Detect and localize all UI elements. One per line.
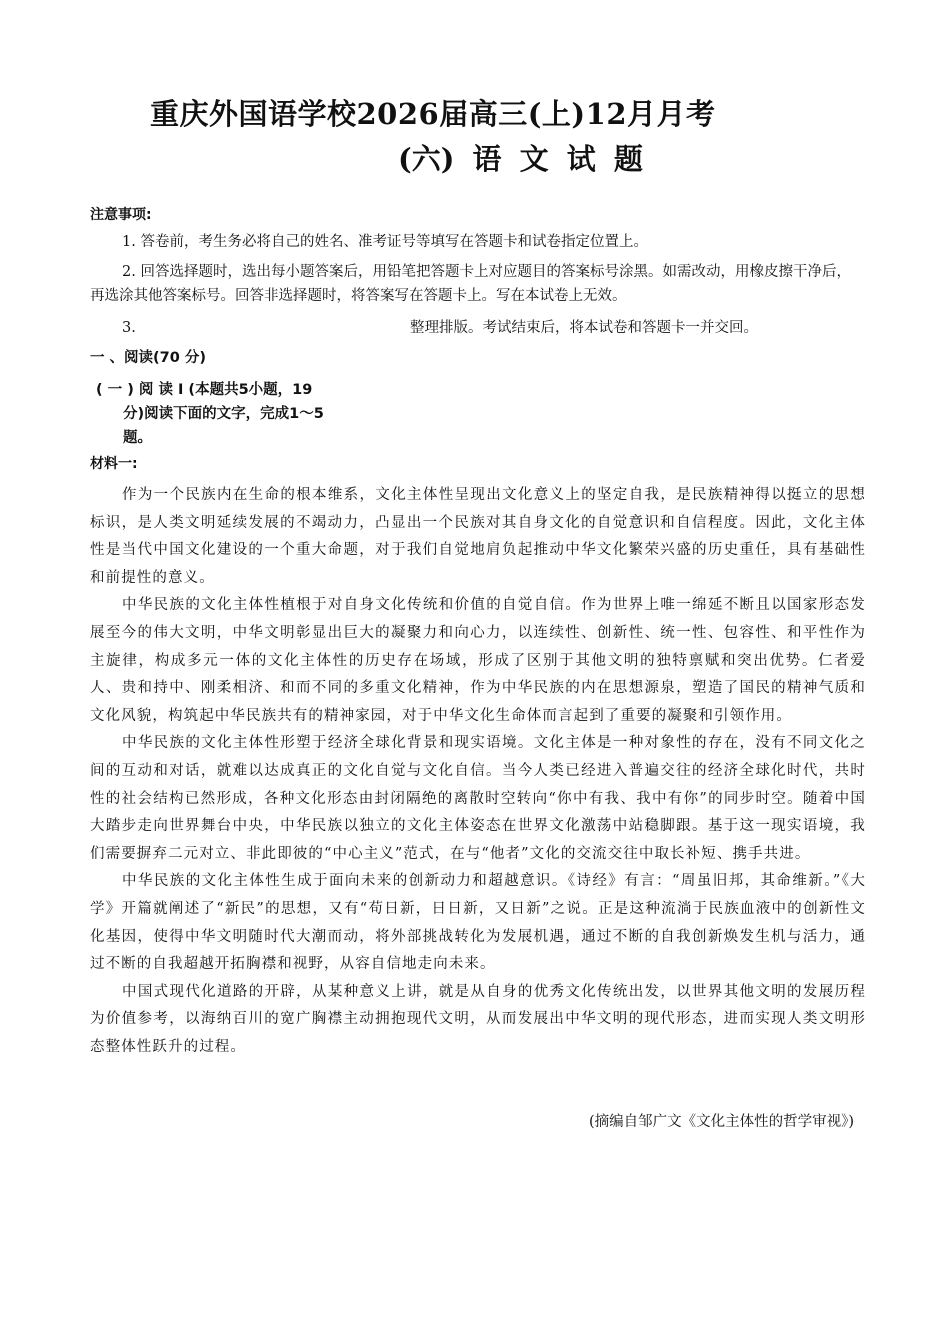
note-item-2: 2. 回答选择题时，选出每小题答案后，用铅笔把答题卡上对应题目的答案标号涂黑。如需改动，用橡皮擦干净后，再选涂其他答案标号。回答非选择题时，将答案写在答题卡上。写在本试卷上无效。 — [90, 264, 851, 304]
note-item-1: 1. 答卷前，考生务必将自己的姓名、准考证号等填写在答题卡和试卷指定位置上。 — [122, 234, 648, 250]
exam-title: 重庆外国语学校2026届高三(上)12月月考 — [150, 97, 716, 131]
material-paragraph: 中华民族的文化主体性植根于对自身文化传统和价值的自觉自信。作为世界上唯一绵延不断且以国家形态发展至今的伟大文明，中华文明彰显出巨大的凝聚力和向心力，以连续性、创新性、统一性、包容性、和平性作为主旋律，构成多元一体的文化主体性的历史存在场域，形成了区别于其他文明的独特禀赋和突出优势。仁者爱人、贵和持中、刚柔相济、和而不同的多重文化精神，作为中华民族的内在思想源泉，塑造了国民的精神气质和文化风貌，构筑起中华民族共有的精神家园，对于中华文化生命体而言起到了重要的凝聚和引领作用。 — [90, 597, 866, 724]
material-body — [90, 482, 866, 1061]
subsection-line-3: 题。 — [123, 430, 152, 446]
section-heading: 一 、阅读(70 分) — [90, 350, 207, 366]
material-paragraph: 中华民族的文化主体性形塑于经济全球化背景和现实语境。文化主体是一种对象性的存在，没有不同文化之间的互动和对话，就难以达成真正的文化自觉与文化自信。当今人类已经进入普遍交往的经济全球化时代，共时性的社会结构已然形成，各种文化形态由封闭隔绝的离散时空转向“你中有我、我中有你”的同步时空。随着中国大踏步走向世界舞台中央，中华民族以独立的文化主体姿态在世界文化激荡中站稳脚跟。基于这一现实语境，我们需要摒弃二元对立、非此即彼的“中心主义”范式，在与“他者”文化的交流交往中取长补短、携手共进。 — [90, 735, 866, 862]
subsection-line-1: ( 一 ) 阅 读 I (本题共5小题，19 — [96, 382, 313, 398]
exam-subtitle: (六) 语 文 试 题 — [398, 142, 643, 176]
note-item-3-number: 3. — [122, 320, 136, 336]
material-paragraph: 作为一个民族内在生命的根本维系，文化主体性呈现出文化意义上的坚定自我，是民族精神得以挺立的思想标识，是人类文明延续发展的不竭动力，凸显出一个民族对其自身文化的自觉意识和自信程度。因此，文化主体性是当代中国文化建设的一个重大命题，对于我们自觉地肩负起推动中华文化繁荣兴盛的历史重任，具有基础性和前提性的意义。 — [90, 487, 866, 586]
material-source: (摘编自邹广文《文化主体性的哲学审视》) — [588, 1114, 854, 1130]
material-paragraph: 中国式现代化道路的开辟，从某种意义上讲，就是从自身的优秀文化传统出发，以世界其他文明的发展历程为价值参考，以海纳百川的宽广胸襟主动拥抱现代文明，从而发展出中华文明的现代形态，进而实现人类文明形态整体性跃升的过程。 — [90, 983, 866, 1055]
notes-heading: 注意事项: — [90, 207, 152, 223]
material-paragraph: 中华民族的文化主体性生成于面向未来的创新动力和超越意识。《诗经》有言：“周虽旧邦，其命维新。”《大学》开篇就阐述了“新民”的思想，又有“苟日新，日日新，又日新”之说。正是这种流淌于民族血液中的创新性文化基因，使得中华文明随时代大潮而动，将外部挑战转化为发展机遇，通过不断的自我创新焕发生机与活力，通过不断的自我超越开拓胸襟和视野，从容自信地走向未来。 — [90, 873, 866, 973]
subsection-line-2: 分)阅读下面的文字，完成1～5 — [123, 406, 324, 422]
subsection-heading — [96, 378, 376, 450]
note-item-3-text: 整理排版。考试结束后，将本试卷和答题卡一并交回。 — [410, 320, 758, 336]
material-heading: 材料一: — [90, 456, 138, 472]
